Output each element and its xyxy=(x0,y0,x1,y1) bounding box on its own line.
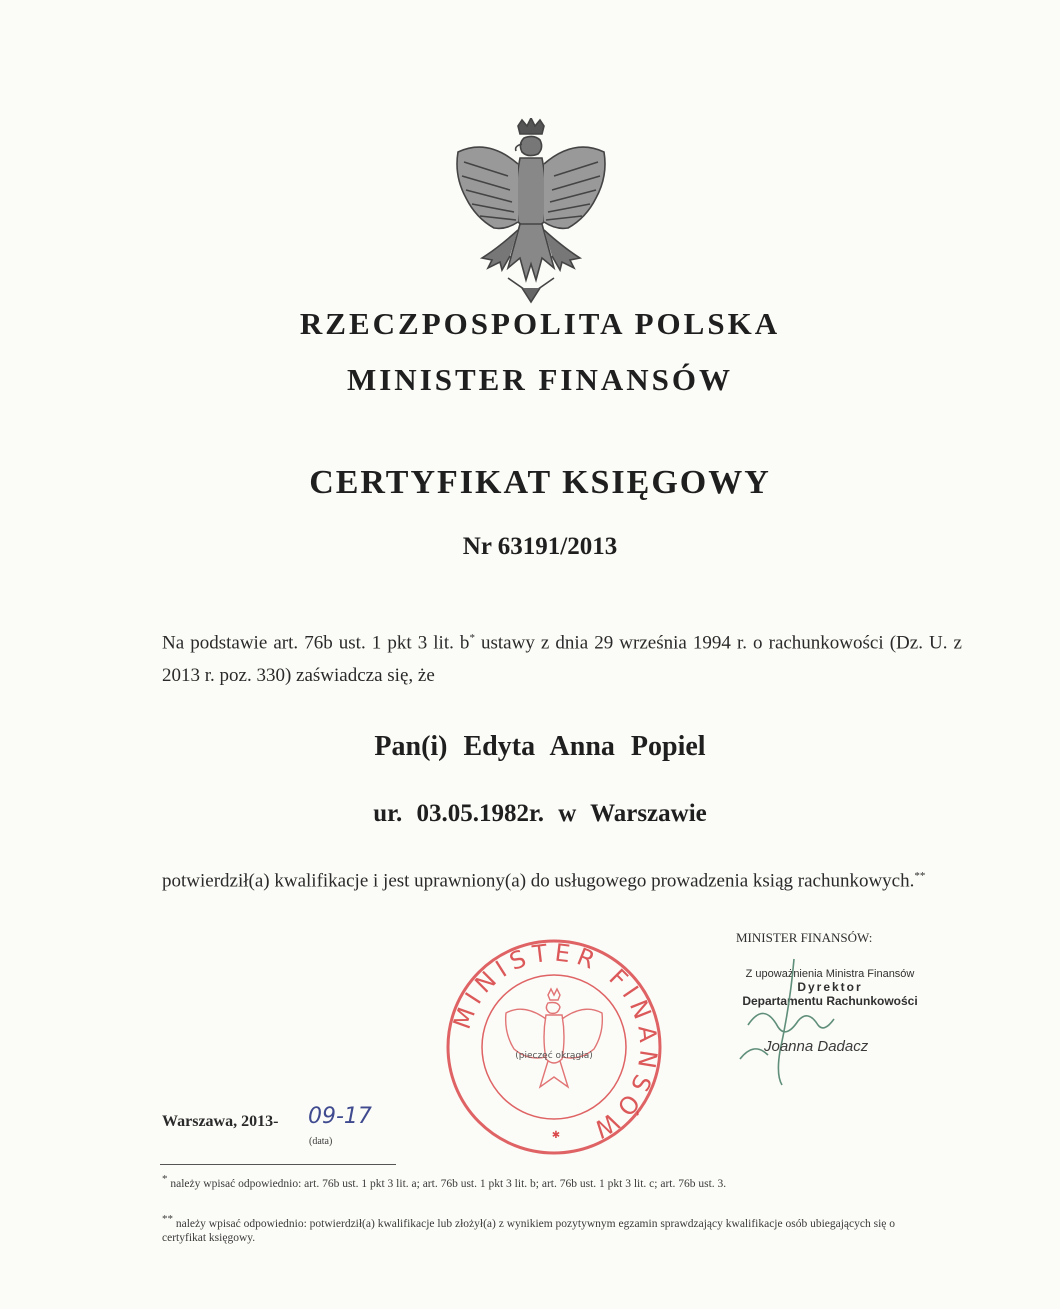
footnote-2-mark: ** xyxy=(162,1213,173,1225)
handwritten-date: 09-17 xyxy=(308,1104,372,1129)
footnote-divider xyxy=(160,1164,396,1165)
footnote-1-mark: * xyxy=(162,1173,168,1185)
holder-name: Pan(i) Edyta Anna Popiel xyxy=(374,731,706,762)
signatory-name: Joanna Dadacz xyxy=(764,1038,869,1055)
qualification-text: potwierdził(a) kwalifikacje i jest uprawniony(a) do usługowego prowadzenia ksiąg rachunkowych. xyxy=(162,870,915,892)
date-caption: (data) xyxy=(309,1136,333,1147)
legal-basis-paragraph xyxy=(162,622,962,692)
stamp-star-icon: ✱ xyxy=(551,1130,561,1141)
legal-basis-text-b: ustawy z dnia 29 września 1994 r. o rachunkowości (Dz. U. z 2013 r. poz. 330) zaświadcza się, że xyxy=(162,632,962,687)
qualification-paragraph xyxy=(162,860,962,897)
holder-birth: ur. 03.05.1982r. w Warszawie xyxy=(373,800,707,827)
country-heading: RZECZPOSPOLITA POLSKA xyxy=(299,306,781,341)
footnote-2 xyxy=(162,1212,922,1245)
footnote-mark: * xyxy=(469,632,475,644)
signature-line-2: Dyrektor xyxy=(797,980,863,994)
certificate-title: CERTYFIKAT KSIĘGOWY xyxy=(309,464,771,501)
footnote-1-text: należy wpisać odpowiednio: art. 76b ust. 1 pkt 3 lit. a; art. 76b ust. 1 pkt 3 lit. b; art. 76b ust. 1 pkt 3 lit. c; art. 76b ust. 3. xyxy=(170,1177,727,1190)
signature-line-1: Z upoważnienia Ministra Finansów xyxy=(745,968,915,980)
stamp-ring-text: MINISTER FINANSÓW xyxy=(447,938,663,1147)
footnote-1 xyxy=(162,1172,922,1191)
footnote-mark: ** xyxy=(914,870,926,882)
ministry-stamp xyxy=(444,937,664,1157)
stamp-eagle-icon xyxy=(506,989,603,1087)
eagle-emblem-icon xyxy=(448,118,614,304)
svg-text:MINISTER FINANSÓW xyxy=(448,938,663,1146)
footnote-2-text: należy wpisać odpowiednio: potwierdził(a) kwalifikacje lub złożył(a) z wynikiem pozytywnym egzamin sprawdzający kwalifikacje osób ubiegających się o certyfikat księgowy. xyxy=(162,1217,896,1244)
signature-line-3: Departamentu Rachunkowości xyxy=(742,994,918,1008)
handwritten-signature xyxy=(734,955,844,1090)
stamp-center-label: (pieczęć okrągła) xyxy=(515,1051,593,1061)
ministry-heading: MINISTER FINANSÓW xyxy=(346,362,734,397)
signature-authority: MINISTER FINANSÓW: xyxy=(736,930,873,945)
place-date-printed: Warszawa, 2013- xyxy=(162,1113,279,1130)
certificate-number: Nr 63191/2013 xyxy=(462,533,618,560)
legal-basis-text-a: Na podstawie art. 76b ust. 1 pkt 3 lit. b xyxy=(162,632,470,654)
